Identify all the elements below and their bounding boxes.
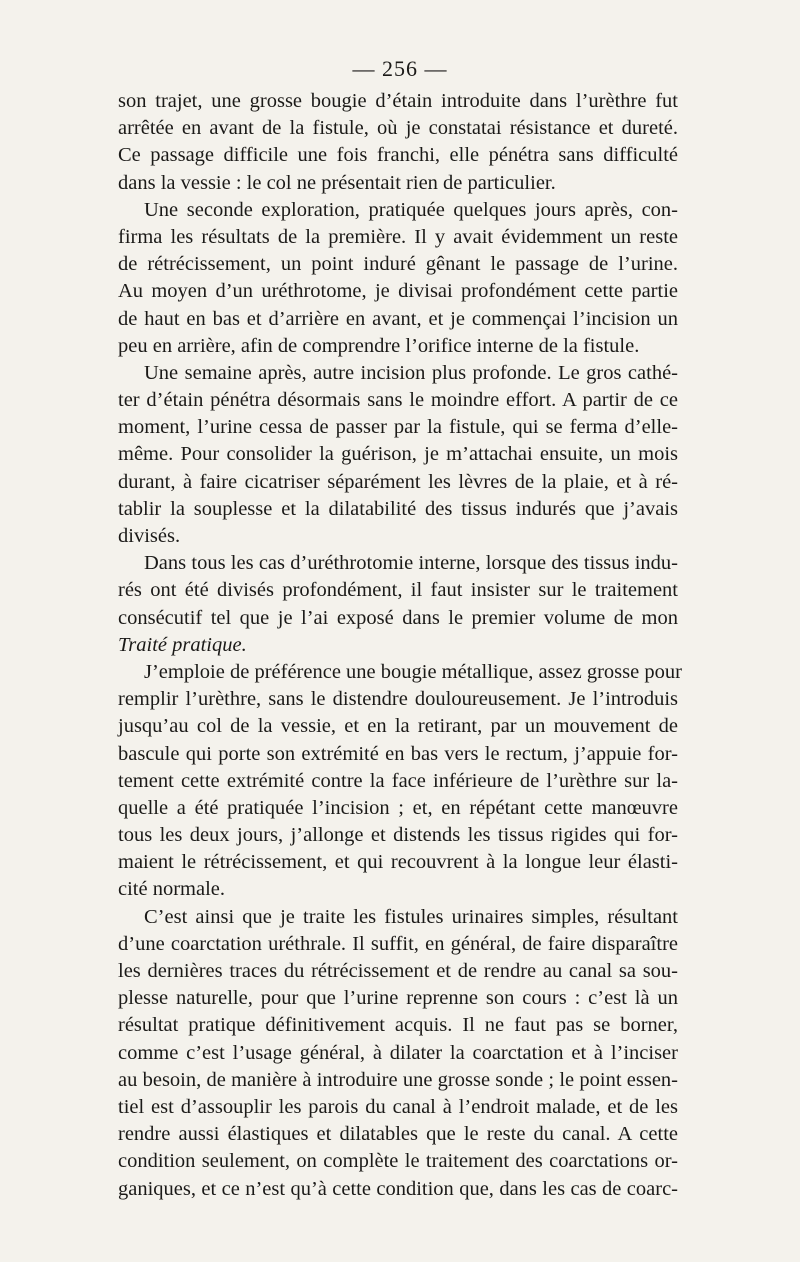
text-line: remplir l’urèthre, sans le distendre douloureusement. Je l’introduis (118, 688, 678, 711)
text-line: bascule qui porte son extrémité en bas vers le rectum, j’appuie for- (118, 742, 678, 765)
text-line: Au moyen d’un uréthrotome, je divisai profondément cette partie (118, 280, 678, 303)
text-line: de rétrécissement, un point induré gênant le passage de l’urine. (118, 253, 678, 276)
text-line: Une seconde exploration, pratiquée quelques jours après, con- (144, 198, 678, 221)
text-line: Ce passage difficile une fois franchi, elle pénétra sans difficulté (118, 144, 678, 167)
text-line: plesse naturelle, pour que l’urine reprenne son cours : c’est là un (118, 987, 678, 1010)
text-line: Dans tous les cas d’uréthrotomie interne, lorsque des tissus indu- (144, 552, 678, 575)
text-line: tiel est d’assouplir les parois du canal à l’endroit malade, et de les (118, 1095, 678, 1118)
text-line: peu en arrière, afin de comprendre l’orifice interne de la fistule. (118, 334, 640, 357)
text-line: dans la vessie : le col ne présentait rien de particulier. (118, 171, 556, 194)
text-line: divisés. (118, 525, 181, 547)
text-line: même. Pour consolider la guérison, je m’attachai ensuite, un mois (118, 443, 678, 466)
text-line: Une semaine après, autre incision plus profonde. Le gros cathé- (144, 361, 678, 384)
text-line: firma les résultats de la première. Il y avait évidemment un reste (118, 225, 678, 248)
text-line: jusqu’au col de la vessie, et en la retirant, par un mouvement de (118, 715, 678, 738)
text-line: condition seulement, on complète le traitement des coarctations or- (118, 1150, 678, 1173)
text-line: consécutif tel que je l’ai exposé dans le premier volume de mon (118, 606, 678, 629)
text-line: tement cette extrémité contre la face inférieure de l’urèthre sur la- (118, 769, 678, 792)
text-line: ganiques, et ce n’est qu’à cette condition que, dans les cas de coarc- (118, 1177, 678, 1200)
text-line: d’une coarctation uréthrale. Il suffit, en général, de faire disparaître (118, 932, 678, 955)
text-line: Traité pratique. (118, 633, 247, 656)
text-line: C’est ainsi que je traite les fistules urinaires simples, résultant (144, 905, 678, 928)
text-line: résultat pratique définitivement acquis. Il ne faut pas se borner, (118, 1014, 678, 1037)
text-line: au besoin, de manière à introduire une grosse sonde ; le point essen- (118, 1068, 678, 1091)
text-line: son trajet, une grosse bougie d’étain introduite dans l’urèthre fut (118, 90, 678, 112)
text-line: comme c’est l’usage général, à dilater la coarctation et à l’inciser (118, 1041, 678, 1064)
text-line: rés ont été divisés profondément, il faut insister sur le traitement (118, 579, 678, 602)
text-line: ter d’étain pénétra désormais sans le moindre effort. A partir de ce (118, 389, 678, 412)
text-line: tous les deux jours, j’allonge et distends les tissus rigides qui for- (118, 824, 678, 847)
text-line: tablir la souplesse et la dilatabilité des tissus indurés que j’avais (118, 497, 678, 520)
text-line: cité normale. (118, 878, 226, 901)
text-line: rendre aussi élastiques et dilatables que le reste du canal. A cette (118, 1123, 678, 1146)
text-line: J’emploie de préférence une bougie métallique, assez grosse pour (144, 660, 682, 683)
text-line: de haut en bas et d’arrière en avant, et je commençai l’incision un (118, 307, 678, 330)
text-line: moment, l’urine cessa de passer par la fistule, qui se ferma d’elle- (118, 416, 678, 439)
text-line: durant, à faire cicatriser séparément les lèvres de la plaie, et à ré- (118, 470, 678, 493)
page-number: — 256 — (352, 56, 448, 81)
text-line: quelle a été pratiquée l’incision ; et, en répétant cette manœuvre (118, 796, 678, 819)
text-line: arrêtée en avant de la fistule, où je constatai résistance et dureté. (118, 117, 678, 140)
body-text (118, 88, 682, 1203)
text-line: maient le rétrécissement, et qui recouvrent à la longue leur élasti- (118, 851, 678, 874)
text-line: les dernières traces du rétrécissement et de rendre au canal sa sou- (118, 960, 678, 982)
